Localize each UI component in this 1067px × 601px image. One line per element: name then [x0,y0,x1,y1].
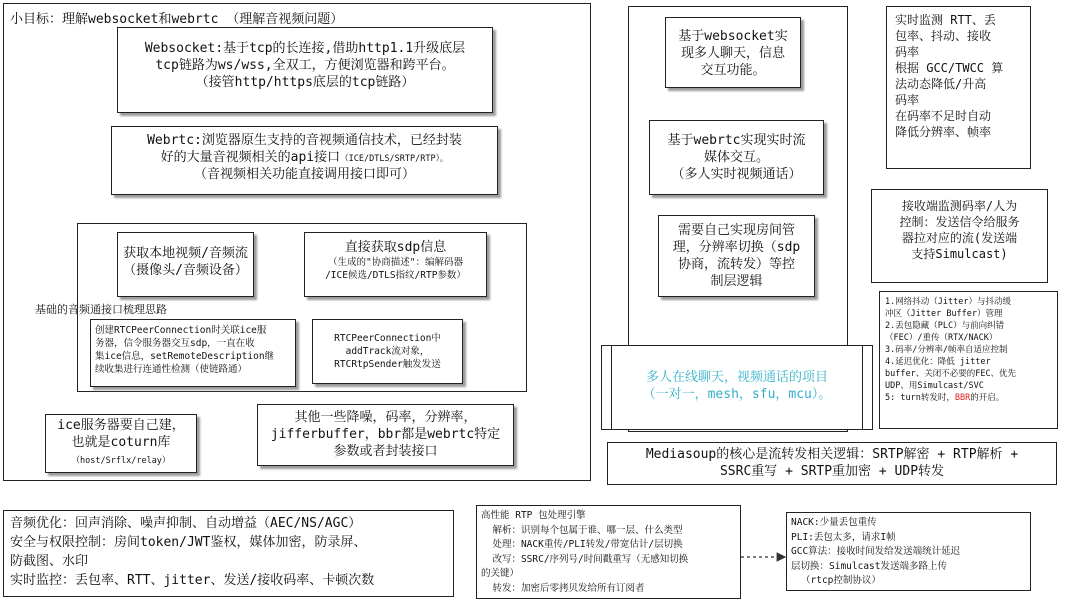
mediasoup-line-1: Mediasoup的核心是流转发相关逻辑：SRTP解密 + RTP解析 + [645,447,1019,462]
project-box [601,345,873,430]
websocket-line-1: Websocket:基于tcp的长连接,借助http1.1升级底层 [144,41,466,56]
webrtc-line-1: Webrtc:浏览器原生支持的音视频通信技术，已经封装 [147,133,462,148]
rtc-stream-box [649,120,824,195]
webrtc-box [111,126,498,195]
audio-line-4: 实时监控：丢包率、RTT、jitter、发送/接收码率、卡顿次数 [10,573,375,588]
local-media-line-1: 获取本地视频/音频流 [123,246,248,261]
pc-line-4: 续收集进行连通性检测（使链路通） [95,364,248,375]
bbr-highlight: BBR [954,393,971,403]
room-line-2: 理，分辨率切换（sdp [672,240,801,255]
audio-line-3: 防截图、水印 [10,554,89,569]
rtc-stream-line-2: 媒体交互。 [703,150,769,165]
network-line-8: UDP、用Simulcast/SVC [885,381,984,391]
network-line-5: 3.码率/分辨率/帧率自适应控制 [885,345,1008,355]
project-line-1: 多人在线聊天，视频通话的项目 [645,370,828,385]
network-line-1: 1.网络抖动（Jitter）与抖动缓 [885,297,1011,307]
ws-chat-line-1: 基于websocket实 [678,29,788,44]
audio-line-2: 安全与权限控制：房间token/JWT鉴权，媒体加密，防录屏、 [10,535,367,550]
webrtc-line-2: 好的大量音视频相关的api接口 [160,150,341,165]
ice-server-box [45,414,197,473]
other-line-1: 其他一些降噪，码率，分辨率， [294,410,477,425]
sdp-line-1: 直接获取sdp信息 [344,240,447,255]
local-media-line-2: （摄像头/音频设备） [123,263,248,278]
nack-line-3: GCC算法：接收时间发给发送端统计延迟 [791,546,961,557]
mediasoup-line-2: SSRC重写 + SRTP重加密 + UDP转发 [719,464,945,479]
ice-line-1: ice服务器要自己建， [57,418,185,433]
monitor-line-5: 法动态降低/升高 [895,77,987,91]
websocket-box [117,27,493,113]
rtc-stream-line-1: 基于webrtc实现实时流 [667,133,806,148]
rtp-line-3: 处理：NACK重传/PLI转发/带宽估计/层切换 [481,539,683,550]
room-line-4: 制层逻辑 [710,274,763,289]
monitor-line-1: 实时监测 RTT、丢 [895,13,996,27]
network-line-7: buffer、关闭不必要的FEC、优先 [885,369,1017,379]
nack-line-1: NACK:少量丢包重传 [791,517,877,528]
rtc-stream-line-3: （多人实时视频通话） [671,167,802,182]
monitor-box [886,6,1031,169]
addtrack-line-2: addTrack流对象， [345,346,430,357]
mediasoup-box [607,442,1057,485]
room-control-box [658,215,815,297]
addtrack-line-3: RTCRtpSender触发发送 [334,359,441,370]
sdp-line-2: （生成的"协商描述"：编解码器 [328,257,463,268]
rtp-line-1: 高性能 RTP 包处理引擎 [481,510,586,521]
websocket-line-2: tcp链路为ws/wss,全双工，方便浏览器和跨平台。 [155,58,455,73]
rtp-line-2: 解析：识别每个包属于谁、哪一层、什么类型 [481,524,683,536]
monitor-line-8: 降低分辨率、帧率 [895,125,992,139]
other-params-box [257,404,514,466]
webrtc-line-3: （音视频相关功能直接调用接口即可） [193,167,415,182]
project-line-2: （一对一，mesh，sfu，mcu）。 [642,387,832,402]
api-flow-label: 基础的音频通接口梳理思路 [35,303,167,316]
rtp-line-6: 转发：加密后零拷贝发给所有订阅者 [481,582,645,594]
nack-line-2: PLI:丢包太多，请求I帧 [791,531,896,543]
network-opt-box [879,291,1058,429]
monitor-line-7: 在码率不足时自动 [895,109,992,123]
nack-box [786,512,1031,591]
network-line-9-suffix: 的开启。 [970,393,1005,403]
room-line-3: 协商，流转发）等控 [677,257,795,272]
peer-connection-box [90,319,296,387]
other-line-2: jifferbuffer，bbr都是webrtc特定 [270,427,501,442]
nack-line-4: 层切换：Simulcast发送端多路上传 [791,560,947,572]
nack-line-5: （rtcp控制协议） [801,575,881,586]
page-title: 小目标：理解websocket和webrtc （理解音视频问题） [10,12,344,27]
receiver-line-4: 支持Simulcast) [911,247,1008,261]
pc-line-3: 集ice信息，setRemoteDescription继 [95,351,275,362]
rtp-line-4: 改写：SSRC/序列号/时间戳重写（无感知切换 [481,553,689,565]
monitor-line-3: 码率 [895,45,920,59]
ice-line-2: 也就是coturn库 [71,435,171,450]
network-line-4: （FEC）/重传（RTX/NACK） [885,333,998,343]
receiver-box [871,189,1048,283]
monitor-line-4: 根据 GCC/TWCC 算 [895,61,1004,75]
add-track-box [312,319,463,384]
receiver-line-1: 接收端监测码率/人为 [901,199,1018,213]
monitor-line-2: 包率、抖动、接收 [895,29,992,43]
project-divider-left [611,346,612,429]
webrtc-protocols: （ICE/DTLS/SRTP/RTP）。 [340,154,449,164]
sdp-line-3: /ICE候选/DTLS指纹/RTP参数） [325,270,466,281]
local-media-box [117,232,254,297]
monitor-line-6: 码率 [895,93,920,107]
websocket-line-3: （接管http/https底层的tcp链路） [195,75,415,90]
network-line-9-prefix: 5: turn转发时， [885,393,955,403]
room-line-1: 需要自己实现房间管 [677,223,795,238]
ice-candidates: （host/Srflx/relay） [71,456,171,466]
project-divider-right [862,346,863,429]
audio-security-box [3,510,454,597]
addtrack-line-1: RTCPeerConnection中 [334,333,441,344]
rtp-line-5: 的关键） [481,568,520,579]
pc-line-2: 务器，信令服务器交互sdp，一直在收 [95,338,255,349]
network-line-3: 2.丢包隐藏（PLC）与前向纠错 [885,321,1005,331]
network-line-6: 4.延迟优化：降低 jitter [885,357,991,367]
other-line-3: 参数或者封装接口 [333,444,438,459]
ws-chat-line-2: 现多人聊天，信息 [680,46,785,61]
receiver-line-3: 器拉对应的流(发送端 [901,231,1018,245]
receiver-line-2: 控制：发送信令给服务 [899,215,1020,229]
sdp-box [304,232,487,297]
ws-chat-box [665,17,801,88]
audio-line-1: 音频优化：回声消除、噪声抑制、自动增益（AEC/NS/AGC） [10,516,362,531]
rtp-engine-box [476,505,741,599]
network-line-2: 冲区（Jitter Buffer）管理 [885,309,1003,319]
ws-chat-line-3: 交互功能。 [700,63,766,78]
pc-line-1: 创建RTCPeerConnection时关联ice服 [95,325,267,336]
